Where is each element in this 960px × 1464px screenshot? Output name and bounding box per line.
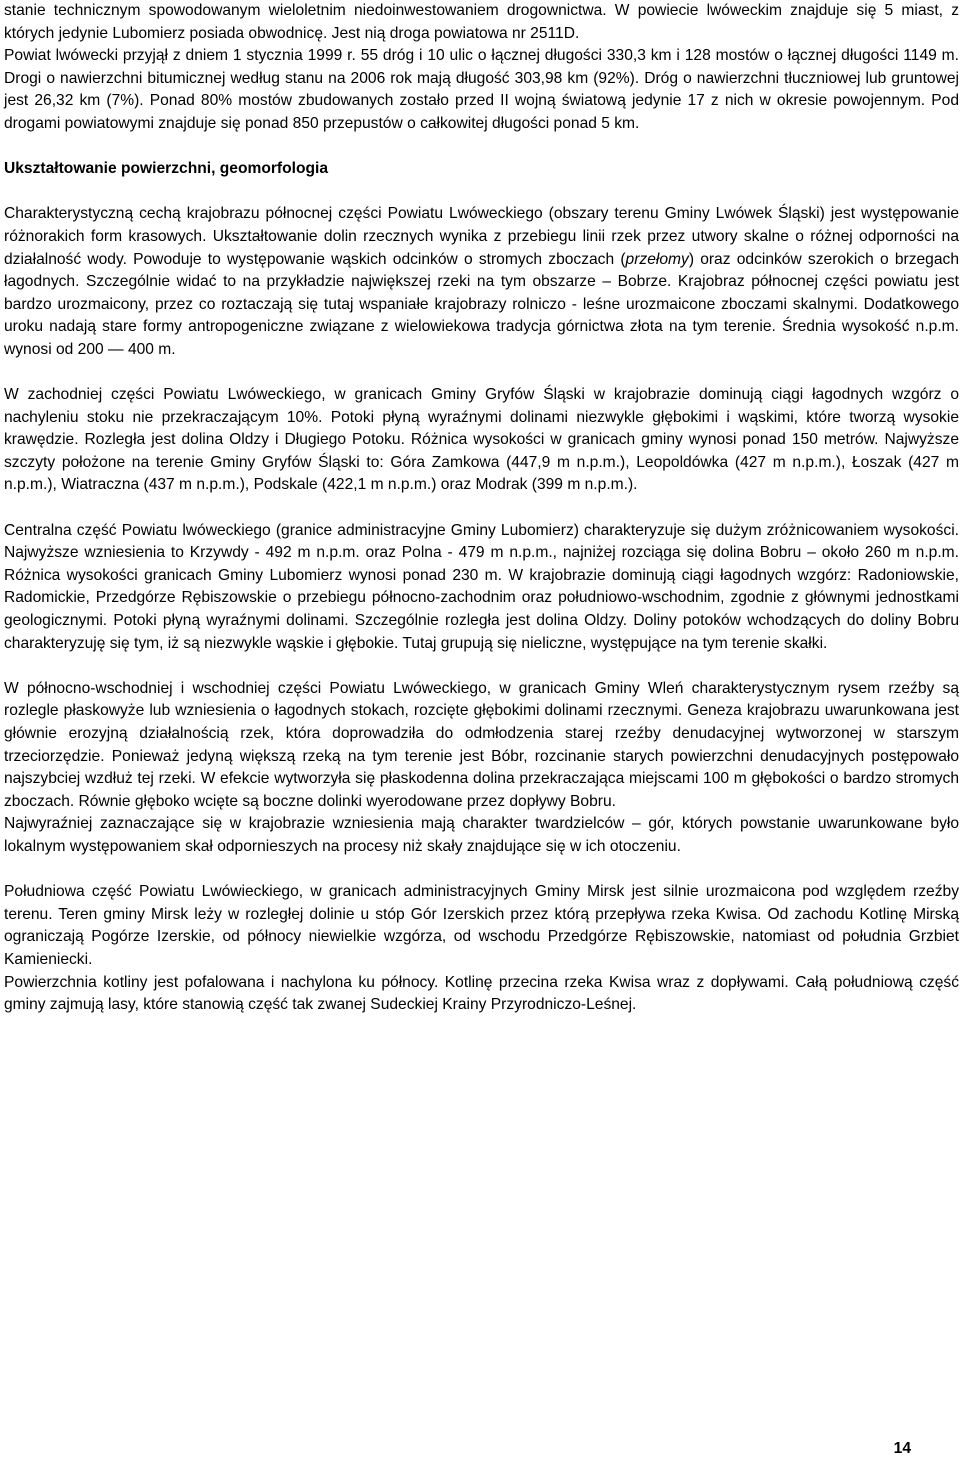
paragraph-southern-part: Południowa część Powiatu Lwówieckiego, w granicach administracyjnych Gminy Mirsk jest silnie urozmaicona pod względem rzeźby terenu. Teren gminy Mirsk leży w rozległej dolinie u stóp Gór Izerskich przez którą przepływa rzeka Kwisa. Od zachodu Kotlinę Mirską ograniczają Pogórze Izerskie, od północy niewielkie wzgórza, od wschodu Przedgórze Rębiszowskie, natomiast od południa Grzbiet Kamieniecki. [4, 883, 959, 968]
paragraph-karst-emphasis: przełomy [625, 250, 689, 268]
paragraph-central-part: Centralna część Powiatu lwóweckiego (granice administracyjne Gminy Lubomierz) charakteryzuje się dużym zróżnicowaniem wysokości. Najwyższe wzniesienia to Krzywdy - 492 m n.p.m. oraz Polna - 479 m n.p.m., najniżej rozciąga się dolina Bobru – około 260 m n.p.m. Różnica wysokości granicach Gminy Lubomierz wynosi ponad 230 m. W krajobrazie dominują ciągi łagodnych wzgórz: Radoniowskie, Radomickie, Przedgórze Rębiszowskie o przebiegu północno-zachodnim oraz południowo-wschodnim, zgodnie z głównymi jednostkami geologicznymi. Potoki płyną wyraźnymi dolinami. Szczególnie rozległa jest dolina Oldzy. Doliny potoków wchodzących do doliny Bobru charakteryzuję się tym, iż są niezwykle wąskie i głębokie. Tutaj grupują się nieliczne, występujące na tym terenie skałki. [4, 521, 959, 652]
page-number: 14 [893, 1440, 911, 1457]
document-page [4, 0, 959, 1017]
paragraph-karst-part-2: ) oraz odcinków szerokich o brzegach łagodnych. Szczególnie widać to na przykładzie największej rzeki na tym obszarze – Bobrze. Krajobraz północnej części powiatu jest bardzo urozmaicony, przez co roztaczają się tutaj wspaniałe krajobrazy rolniczo - leśne urozmaicone zboczami skalnymi. Dodatkowego uroku nadają stare formy antropogeniczne związane z wielowiekowa tradycja górnictwa złota na tym terenie. Średnia wysokość n.p.m. wynosi od 200 — 400 m. [4, 250, 959, 358]
section-heading: Ukształtowanie powierzchni, geomorfologia [4, 160, 329, 178]
paragraph-northeast-part: W północno-wschodniej i wschodniej części Powiatu Lwóweckiego, w granicach Gminy Wleń charakterystycznym rysem rzeźby są rozlegle płaskowyże lub wzniesienia o łagodnych stokach, rozcięte głębokimi dolinami rzecznymi. Geneza krajobrazu uwarunkowana jest głównie erozyjną działalnością rzek, która doprowadziła do odmłodzenia starej rzeźby denudacyjnej wytworzonej w starszym trzeciorzędzie. Ponieważ jedyną większą rzeką na tym terenie jest Bóbr, rozcinanie starych powierzchni denudacyjnych postępowało najszybciej wzdłuż tej rzeki. W efekcie wytworzyła się płaskodenna dolina przekraczająca miejscami 100 m głębokości o bardzo stromych zboczach. Równie głęboko wcięte są boczne dolinki wyerodowane przez dopływy Bobru. [4, 679, 959, 810]
paragraph-basin-surface: Powierzchnia kotliny jest pofalowana i nachylona ku północy. Kotlinę przecina rzeka Kwisa wraz z dopływami. Całą południową część gminy zajmują lasy, które stanowią część tak zwanej Sudeckiej Krainy Przyrodniczo-Leśnej. [4, 973, 959, 1014]
paragraph-roads-stats: Powiat lwówecki przyjął z dniem 1 stycznia 1999 r. 55 dróg i 10 ulic o łącznej długości 330,3 km i 128 mostów o łącznej długości 1149 m. Drogi o nawierzchni bitumicznej według stanu na 2006 rok mają długość 303,98 km (92%). Dróg o nawierzchni tłuczniowej lub gruntowej jest 26,32 km (7%). Ponad 80% mostów zbudowanych zostało przed II wojną światową jedynie 17 z nich w okresie powojennym. Pod drogami powiatowymi znajduje się ponad 850 przepustów o całkowitej długości ponad 5 km. [4, 47, 959, 132]
paragraph-roads-intro: stanie technicznym spowodowanym wieloletnim niedoinwestowaniem drogownictwa. W powiecie lwóweckim znajduje się 5 miast, z których jedynie Lubomierz posiada obwodnicę. Jest nią droga powiatowa nr 2511D. [4, 2, 959, 42]
paragraph-hardrock-hills: Najwyraźniej zaznaczające się w krajobrazie wzniesienia mają charakter twardzielców – gór, których powstanie uwarunkowane było lokalnym występowaniem skał odpornieszych na procesy niż skały znajdujące się w ich otoczeniu. [4, 815, 959, 855]
paragraph-karst [4, 203, 959, 361]
paragraph-western-part: W zachodniej części Powiatu Lwóweckiego, w granicach Gminy Gryfów Śląski w krajobrazie dominują ciągi łagodnych wzgórz o nachyleniu stoku nie przekraczającym 10%. Potoki płyną wyraźnymi dolinami niezwykle głębokimi i wąskimi, które tworzą wysokie krawędzie. Rozległa jest dolina Oldzy i Długiego Potoku. Różnica wysokości w granicach gminy wynosi ponad 150 metrów. Najwyższe szczyty położone na terenie Gminy Gryfów Śląski to: Góra Zamkowa (447,9 m n.p.m.), Leopoldówka (427 m n.p.m.), Łoszak (427 m n.p.m.), Wiatraczna (437 m n.p.m.), Podskale (422,1 m n.p.m.) oraz Modrak (399 m n.p.m.). [4, 386, 959, 494]
paragraph-karst-part-1: Charakterystyczną cechą krajobrazu północnej części Powiatu Lwóweckiego (obszary terenu Gminy Lwówek Śląski) jest występowanie różnorakich form krasowych. Ukształtowanie dolin rzecznych wynika z przebiegu linii rzek przez utwory skalne o różnej odporności na działalność wody. Powoduje to występowanie wąskich odcinków o stromych zboczach ( [4, 205, 959, 268]
